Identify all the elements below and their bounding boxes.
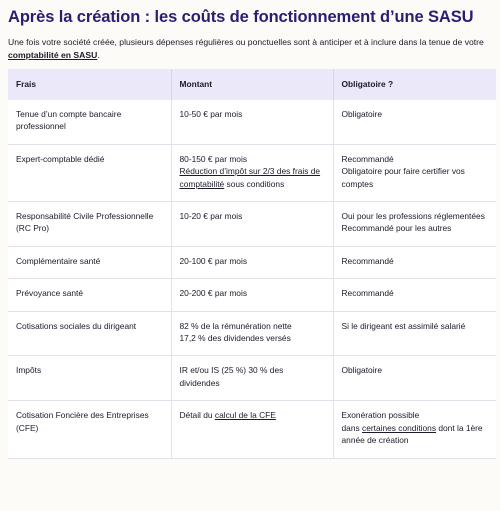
obligatoire-line-2: Obligatoire pour faire certifier vos comptes [341, 166, 465, 189]
table-row [8, 144, 496, 201]
reduction-impot-link[interactable]: Réduction d’impôt sur 2/3 des frais de comptabilité [179, 166, 321, 189]
obligatoire-line-1: Recommandé [341, 153, 394, 164]
intro-text-end: . [97, 49, 100, 60]
table-row [8, 401, 496, 458]
header-montant: Montant [171, 69, 333, 100]
cell-montant [171, 144, 333, 201]
cell-obligatoire: Recommandé [333, 279, 496, 311]
table-row [8, 279, 496, 311]
obligatoire-line-2 [342, 422, 489, 447]
intro-paragraph [8, 36, 492, 61]
header-obligatoire: Obligatoire ? [333, 69, 496, 100]
obligatoire-line-2: Recommandé pour les autres [341, 223, 452, 234]
cell-obligatoire [333, 144, 496, 201]
cell-frais: Responsabilité Civile Professionnelle (RC Pro) [8, 202, 171, 247]
cell-obligatoire: Obligatoire [333, 100, 496, 144]
obligatoire-line-1: Oui pour les professions réglementées [341, 211, 485, 222]
cell-obligatoire: Si le dirigeant est assimilé salarié [333, 311, 496, 356]
cell-frais: Tenue d’un compte bancaire professionnel [8, 100, 171, 144]
cell-montant: 20-100 € par mois [171, 246, 333, 278]
cell-frais: Prévoyance santé [8, 279, 171, 311]
montant-value: 80-150 € par mois [179, 153, 248, 164]
cell-frais: Impôts [8, 356, 171, 401]
cell-obligatoire: Obligatoire [333, 356, 496, 401]
table-row [8, 100, 496, 144]
header-frais: Frais [8, 69, 171, 100]
montant-note-text: sous conditions [224, 178, 285, 189]
cell-frais: Cotisations sociales du dirigeant [8, 311, 171, 356]
costs-table [8, 69, 496, 459]
cell-montant: IR et/ou IS (25 %) 30 % des dividendes [171, 356, 333, 401]
calcul-cfe-link[interactable]: calcul de la CFE [214, 410, 276, 421]
cell-montant: 10-50 € par mois [171, 100, 333, 144]
montant-line-1: 82 % de la rémunération nette [179, 320, 292, 331]
montant-line-2: 17,2 % des dividendes versés [179, 333, 291, 344]
montant-text: Détail du [179, 410, 215, 421]
table-row [8, 311, 496, 356]
obligatoire-text-end: dont la 1ère année de création [341, 422, 483, 446]
cell-frais: Cotisation Foncière des Entreprises (CFE) [8, 401, 171, 458]
obligatoire-text: dans [341, 422, 362, 433]
comptabilite-sasu-link[interactable]: comptabilité en SASU [8, 49, 98, 60]
cell-frais: Expert-comptable dédié [8, 144, 171, 201]
montant-note [180, 165, 325, 190]
cell-obligatoire: Recommandé [333, 246, 496, 278]
section-title: Après la création : les coûts de fonctionnement d’une SASU [8, 8, 474, 26]
table-row [8, 356, 496, 401]
table-header-row [8, 69, 496, 100]
cell-montant [171, 401, 333, 458]
table-row [8, 202, 496, 247]
cell-frais: Complémentaire santé [8, 246, 171, 278]
obligatoire-line-1: Exonération possible [341, 410, 420, 421]
cell-obligatoire [333, 202, 496, 247]
intro-text: Une fois votre société créée, plusieurs dépenses régulières ou ponctuelles sont à anticiper et à inclure dans la tenue de votre [8, 37, 484, 47]
certaines-conditions-link[interactable]: certaines conditions [362, 422, 437, 433]
cell-montant [171, 311, 333, 356]
cell-montant: 20-200 € par mois [171, 279, 333, 311]
cell-montant: 10-20 € par mois [171, 202, 333, 247]
table-row [8, 246, 496, 278]
cell-obligatoire [333, 401, 496, 458]
